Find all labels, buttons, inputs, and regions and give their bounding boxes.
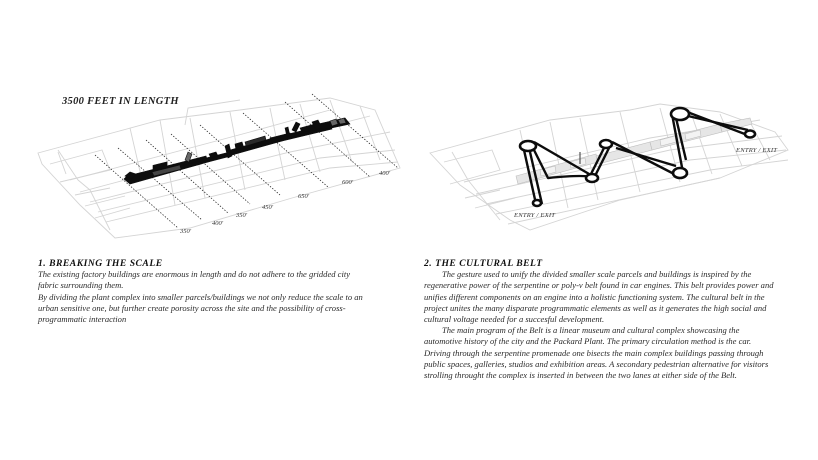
pulley-4 <box>673 168 687 178</box>
dimension-label-600: 600' <box>342 179 354 186</box>
dimension-label-350-a: 350' <box>180 228 192 235</box>
dimension-label-650: 650' <box>298 193 310 200</box>
section-cultural-belt <box>424 258 774 381</box>
section-1-title: 1. BREAKING THE SCALE <box>38 258 163 269</box>
section-2-title: 2. THE CULTURAL BELT <box>424 258 543 269</box>
entry-exit-label-right: ENTRY / EXIT <box>736 147 778 154</box>
section-2-paragraph-2: The main program of the Belt is a linear museum and cultural complex showcasing the automotive history of the city and the Packard Plant. The primary circulation method is the car. Driving through the serpentine promenade one bisects the main complex buildings passing through public spaces, galleries, studios and exhibition areas. A secondary pedestrian alternative for visitors strolling throught the complex is inserted in between the two lanes at either side of the Belt. <box>424 325 769 381</box>
pulley-2 <box>586 174 598 182</box>
pulley-3 <box>600 140 612 148</box>
dimension-label-450: 450' <box>262 204 274 211</box>
diagram-cultural-belt <box>420 90 800 240</box>
section-breaking-the-scale <box>38 258 368 325</box>
section-2-paragraph-1: The gesture used to unify the divided smaller scale parcels and buildings is inspired by the regenerative power of the serpentine or poly-v belt found in car engines. This belt provides power and unifies different components on an engine into a holistic functioning system. The cultural belt in the project unites the many disparate programmatic elements as well as it generates the high social and cultural voltage needed for a succesful development. <box>424 269 774 325</box>
dimension-label-350-b: 350' <box>236 212 248 219</box>
section-1-paragraph-2: By dividing the plant complex into smaller parcels/buildings we not only reduce the scale to an urban sensitive one, but further create porosity across the site and the possibility of cross-programmatic interaction <box>38 291 363 325</box>
dimension-label-400-b: 400' <box>379 170 391 177</box>
diagram-breaking-the-scale <box>30 80 410 250</box>
pulley-entry <box>533 200 541 206</box>
axonometric-site-plan-left <box>30 80 410 250</box>
pulley-5 <box>671 108 689 120</box>
pulley-1 <box>520 141 536 151</box>
dimension-label-400-a: 400' <box>212 220 224 227</box>
diagram-left-headline: 3500 FEET IN LENGTH <box>62 96 179 107</box>
axonometric-site-plan-right <box>420 90 800 240</box>
entry-exit-label-left: ENTRY / EXIT <box>514 212 556 219</box>
section-1-paragraph-1: The existing factory buildings are enormous in length and do not adhere to the gridded city fabric surrounding them. <box>38 269 350 291</box>
pulley-6 <box>745 131 755 138</box>
